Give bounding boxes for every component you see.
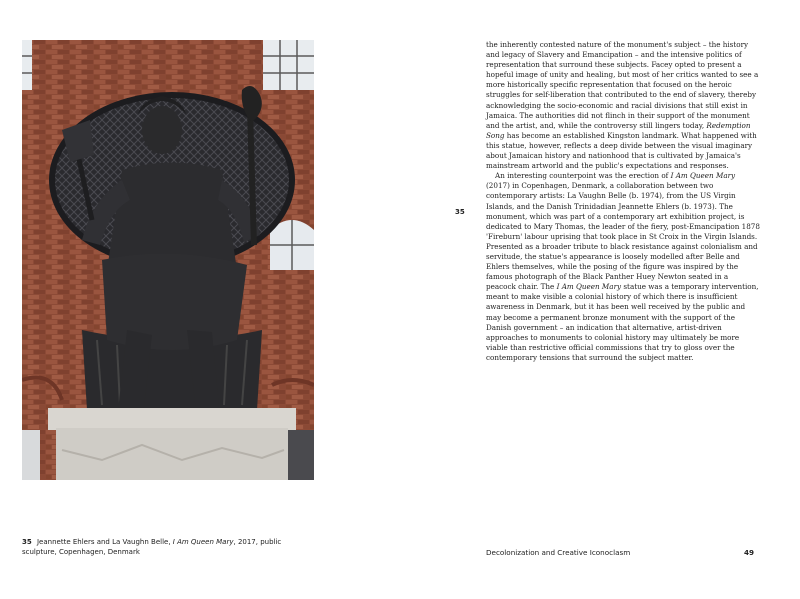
paragraph-2-title-1: I Am Queen Mary: [670, 171, 736, 181]
paragraph-2-middle: (2017) in Copenhagen, Denmark, a collaboration between two contemporary artists: La Vaughn Belle (b. 1974), from the US Virgin Islands, and the Danish Trinidadian Jeannette Ehlers (b. 1973). The monument, which was part of a contemporary art exhibition project, is dedicated to Mary Thomas, the leader of the fiery, post-Emancipation 1878 'Fireburn' labour uprising that took place in St Croix in the Virgin Islands. Presented as a broader tribute to black resistance against colonialism and servitude, the statue's appearance is loosely modelled after Belle and Ehlers themselves, while the posing of the figure was inspired by the famous photograph of the Black Panther Huey Newton seated in a peacock chair. The: [486, 181, 760, 292]
figure-number: 35: [22, 538, 32, 546]
paragraph-1: [486, 40, 760, 171]
figure-caption: [22, 537, 292, 557]
paragraph-2-end: statue was a temporary intervention, meant to make visible a colonial history of which there is insufficient awareness in Denmark, but it has been well received by the public and may become a permanent bronze monument with the support of the Danish government – an indication that alternative, artist-driven approaches to monuments to colonial history may ultimately be more viable than restrictive official commissions that try to gloss over the contemporary tensions that surround the subject matter.: [486, 282, 759, 362]
body-text: [486, 40, 760, 363]
paragraph-2-start: An interesting counterpoint was the erection of: [495, 171, 671, 181]
paragraph-2-title-2: I Am Queen Mary: [556, 282, 622, 292]
paragraph-2: [486, 171, 760, 363]
running-head: Decolonization and Creative Iconoclasm: [486, 548, 631, 557]
statue-photograph: [22, 40, 314, 480]
paragraph-1-rest: has become an established Kingston landmark. What happened with this statue, however, reflects a deep divide between the visual imaginary about Jamaican history and nationhood that is cultivated by Jamaica's mainstream artworld and the public's expectations and responses.: [486, 130, 757, 171]
window: [263, 40, 314, 90]
caption-rest: , 2017, public sculpture, Copenhagen, Denmark: [22, 538, 282, 556]
caption-title: I Am Queen Mary: [172, 538, 234, 546]
paragraph-1-text: the inherently contested nature of the monument's subject – the history and legacy of Slavery and Emancipation – and the intensive politics of representation that surround these subjects. Facey opted to present a hopeful image of unity and healing, but most of her critics wanted to see a more historically specific representation that focused on the heroic struggles for self-liberation that contributed to the end of slavery, thereby acknowledging the socio-economic and racial divisions that still exist in Jamaica. The authorities did not flinch in their support of the monument and the artist, and, while the controversy still lingers today,: [486, 40, 759, 130]
page-number: 49: [744, 548, 755, 557]
figure-margin-reference: 35: [455, 208, 465, 216]
paragraph-1-title: Redemption Song: [486, 120, 751, 140]
caption-artists: Jeannette Ehlers and La Vaughn Belle,: [36, 538, 171, 546]
statue-illustration: [22, 40, 314, 480]
